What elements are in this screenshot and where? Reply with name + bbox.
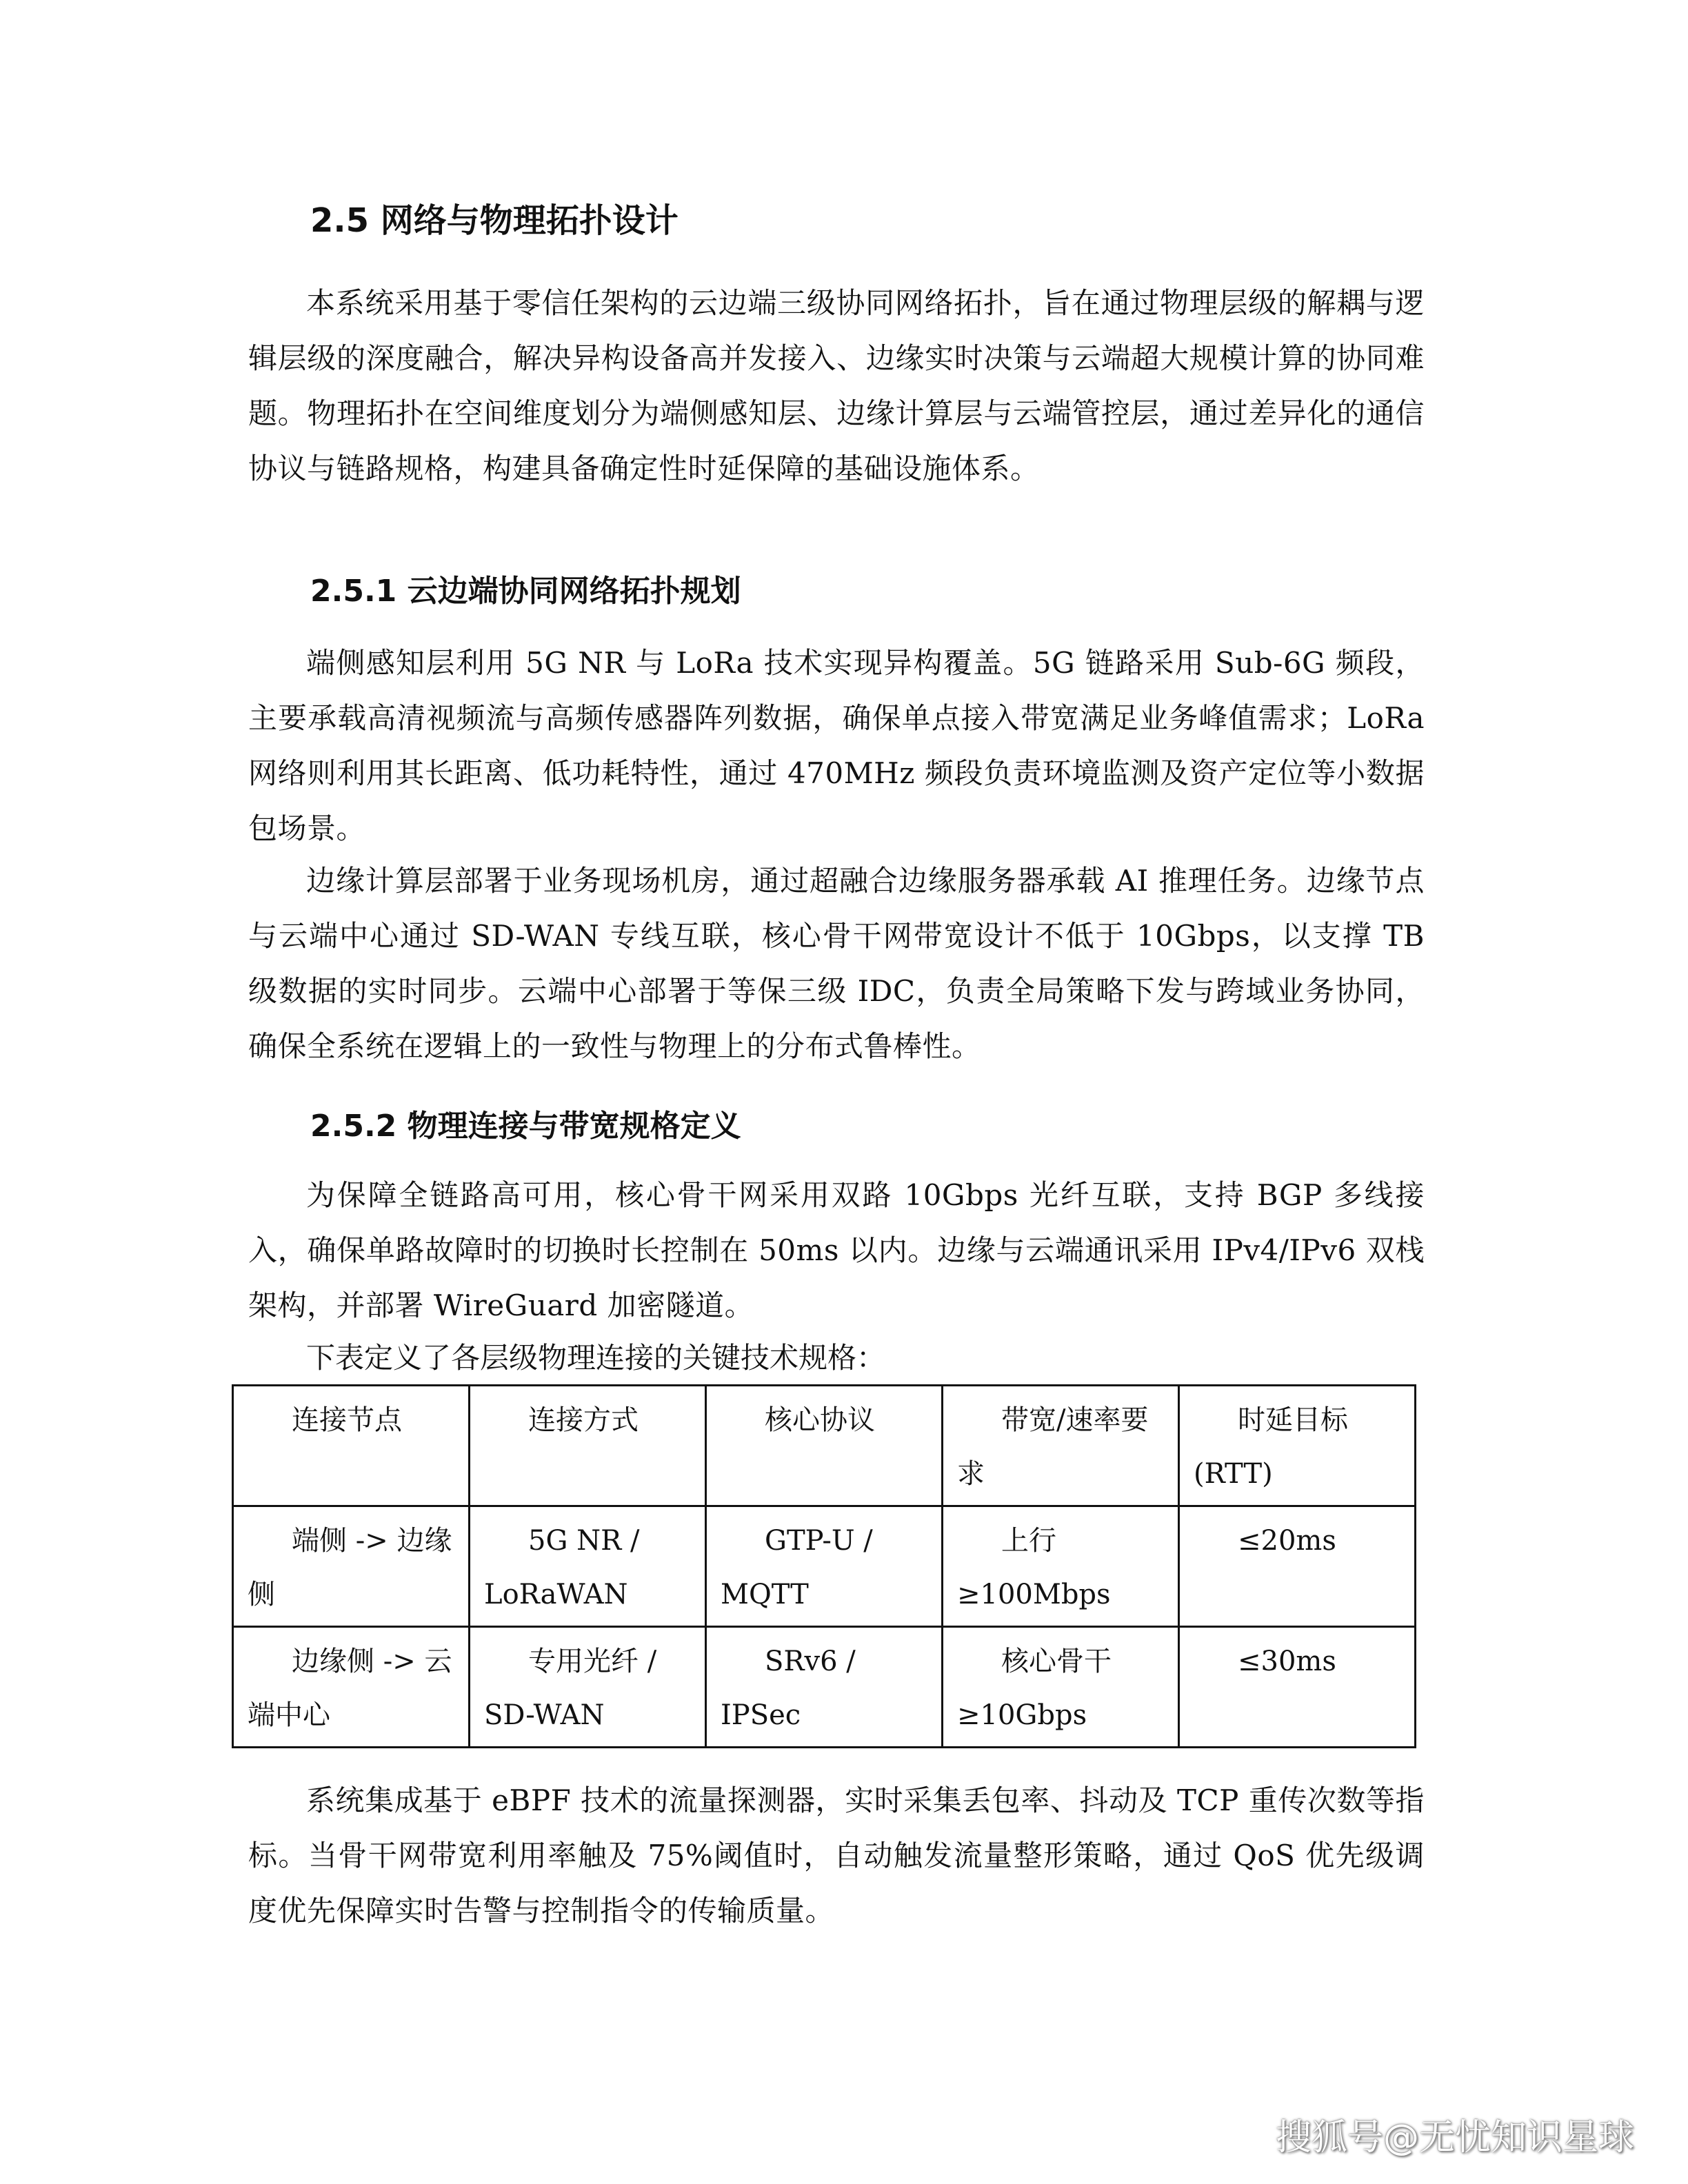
- header-connection-node: 连接节点: [233, 1386, 470, 1506]
- subsection-heading-bandwidth: 2.5.2 物理连接与带宽规格定义: [310, 1109, 741, 1144]
- header-latency: 时延目标(RTT): [1179, 1386, 1416, 1506]
- cell-bandwidth: 上行 ≥100Mbps: [943, 1506, 1179, 1627]
- table-header-row: [233, 1386, 1416, 1506]
- paragraph-high-availability: 为保障全链路高可用，核心骨干网采用双路 10Gbps 光纤互联，支持 BGP 多线接入，确保单路故障时的切换时长控制在 50ms 以内。边缘与云端通讯采用 IPv4/IPv6 双栈架构，并部署 WireGuard 加密隧道。: [248, 1178, 1425, 1322]
- cell-latency: ≤20ms: [1179, 1506, 1416, 1627]
- header-bandwidth: 带宽/速率要求: [943, 1386, 1179, 1506]
- cell-method: 5G NR / LoRaWAN: [470, 1506, 706, 1627]
- cell-protocol: GTP-U / MQTT: [706, 1506, 943, 1627]
- cell-node: 端侧 -> 边缘侧: [233, 1506, 470, 1627]
- cell-protocol: SRv6 / IPSec: [706, 1627, 943, 1748]
- section-heading: 2.5 网络与物理拓扑设计: [310, 201, 679, 240]
- cell-method: 专用光纤 / SD-WAN: [470, 1627, 706, 1748]
- closing-paragraph: 系统集成基于 eBPF 技术的流量探测器，实时采集丢包率、抖动及 TCP 重传次数等指标。当骨干网带宽利用率触及 75%阈值时，自动触发流量整形策略，通过 QoS 优先级调度优先保障实时告警与控制指令的传输质量。: [248, 1783, 1425, 1928]
- table-row: [233, 1506, 1416, 1627]
- cell-bandwidth: 核心骨干 ≥10Gbps: [943, 1627, 1179, 1748]
- cell-node: 边缘侧 -> 云端中心: [233, 1627, 470, 1748]
- subsection-heading-topology: 2.5.1 云边端协同网络拓扑规划: [310, 574, 741, 609]
- paragraph-edge-computing: 边缘计算层部署于业务现场机房，通过超融合边缘服务器承载 AI 推理任务。边缘节点与云端中心通过 SD-WAN 专线互联，核心骨干网带宽设计不低于 10Gbps，以支撑 TB 级数据的实时同步。云端中心部署于等保三级 IDC，负责全局策略下发与跨域业务协同，确保全系统在逻辑上的一致性与物理上的分布式鲁棒性。: [248, 864, 1425, 1063]
- table-row: [233, 1627, 1416, 1748]
- spec-table: [232, 1384, 1416, 1748]
- intro-paragraph: 本系统采用基于零信任架构的云边端三级协同网络拓扑，旨在通过物理层级的解耦与逻辑层级的深度融合，解决异构设备高并发接入、边缘实时决策与云端超大规模计算的协同难题。物理拓扑在空间维度划分为端侧感知层、边缘计算层与云端管控层，通过差异化的通信协议与链路规格，构建具备确定性时延保障的基础设施体系。: [248, 286, 1425, 485]
- table-intro: 下表定义了各层级物理连接的关键技术规格：: [306, 1341, 886, 1375]
- watermark: 搜狐号@无忧知识星球: [1275, 2117, 1634, 2158]
- paragraph-edge-sensing: 端侧感知层利用 5G NR 与 LoRa 技术实现异构覆盖。5G 链路采用 Sub-6G 频段，主要承载高清视频流与高频传感器阵列数据，确保单点接入带宽满足业务峰值需求；LoRa 网络则利用其长距离、低功耗特性，通过 470MHz 频段负责环境监测及资产定位等小数据包场景。: [248, 646, 1425, 845]
- header-core-protocol: 核心协议: [706, 1386, 943, 1506]
- cell-latency: ≤30ms: [1179, 1627, 1416, 1748]
- header-connection-method: 连接方式: [470, 1386, 706, 1506]
